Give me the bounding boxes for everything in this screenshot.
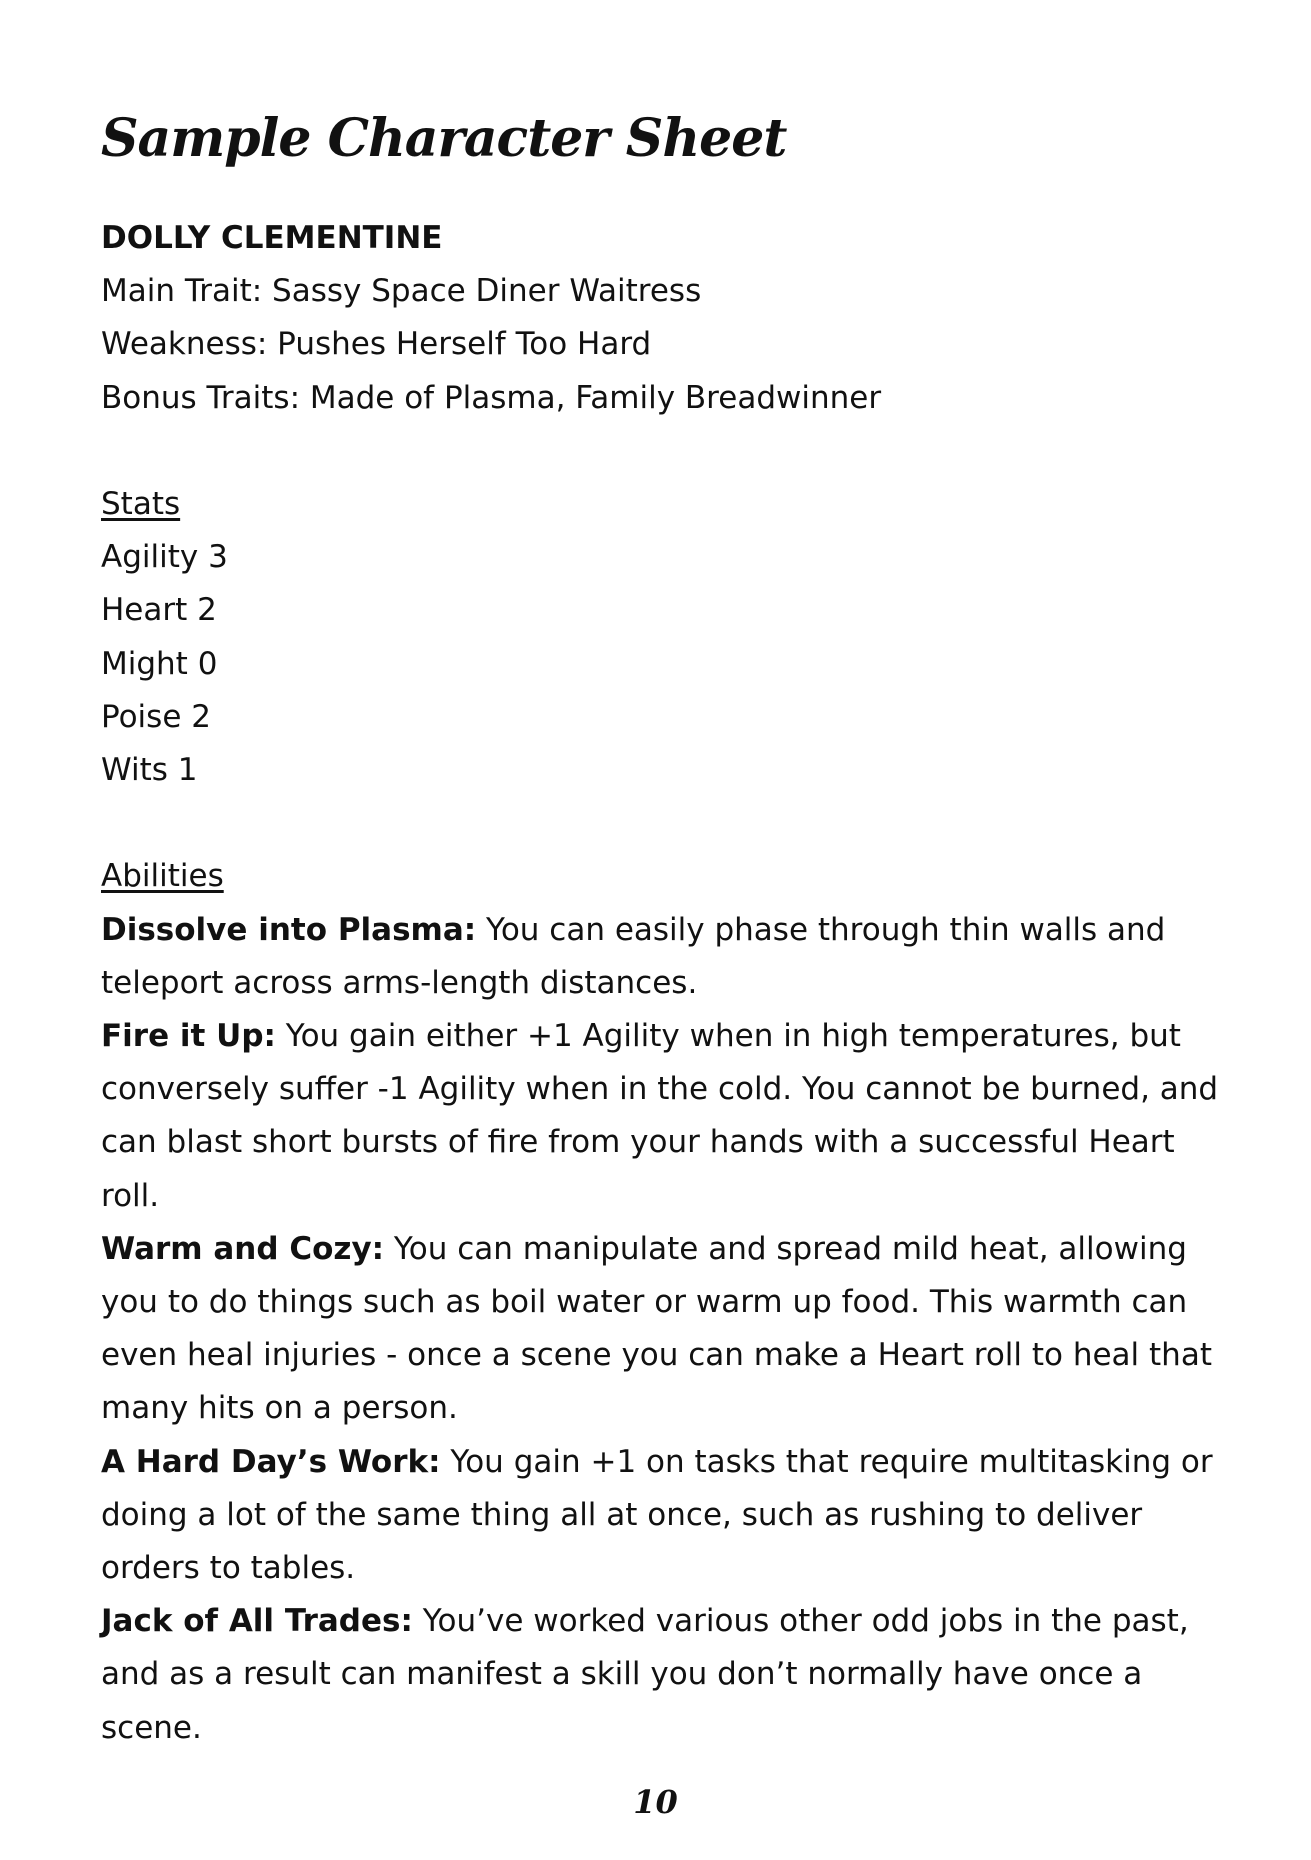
bonus-traits: Bonus Traits: Made of Plasma, Family Breadwinner [101, 379, 882, 416]
character-sheet [101, 212, 1221, 1755]
abilities-heading: Abilities [101, 858, 224, 895]
ability-text: You’ve worked various other odd jobs in the past, and as a result can manifest a skill you don’t normally have once a scene. [101, 1603, 1189, 1746]
spacer [101, 797, 1221, 850]
weakness: Weakness: Pushes Herself Too Hard [101, 326, 652, 363]
spacer [101, 425, 1221, 478]
ability-text: You gain either +1 Agility when in high temperatures, but conversely suffer -1 Agility when in the cold. You cannot be burned, and can blast short bursts of fire from your hands with a successful Heart roll. [101, 1018, 1219, 1214]
ability-name: Jack of All Trades: [101, 1603, 413, 1640]
ability-name: Fire it Up: [101, 1018, 276, 1055]
ability-jack-of-all-trades [101, 1595, 1221, 1755]
ability-warm-and-cozy [101, 1223, 1221, 1436]
ability-text: You gain +1 on tasks that require multitasking or doing a lot of the same thing all at once, such as rushing to deliver orders to tables. [101, 1443, 1213, 1587]
stat-heart: Heart 2 [101, 592, 217, 629]
stat-poise: Poise 2 [101, 698, 211, 735]
ability-text: You can manipulate and spread mild heat, allowing you to do things such as boil water or warm up food. This warmth can even heal injuries - once a scene you can make a Heart roll to heal that many hits on a person. [101, 1230, 1212, 1427]
page-title: Sample Character Sheet [101, 108, 787, 169]
stat-might: Might 0 [101, 645, 218, 682]
ability-name: Dissolve into Plasma: [101, 911, 477, 948]
ability-name: Warm and Cozy: [101, 1230, 385, 1267]
ability-name: A Hard Day’s Work: [101, 1443, 441, 1480]
ability-a-hard-days-work [101, 1436, 1221, 1596]
stats-heading: Stats [101, 486, 181, 522]
page-number: 10 [633, 1783, 678, 1821]
character-name: DOLLY CLEMENTINE [101, 220, 443, 256]
stat-wits: Wits 1 [101, 752, 198, 789]
stat-agility: Agility 3 [101, 539, 228, 576]
ability-fire-it-up [101, 1010, 1221, 1223]
ability-text: You can easily phase through thin walls and teleport across arms-length distances. [101, 911, 1166, 1001]
ability-dissolve-into-plasma [101, 904, 1221, 1010]
main-trait: Main Trait: Sassy Space Diner Waitress [101, 273, 702, 310]
